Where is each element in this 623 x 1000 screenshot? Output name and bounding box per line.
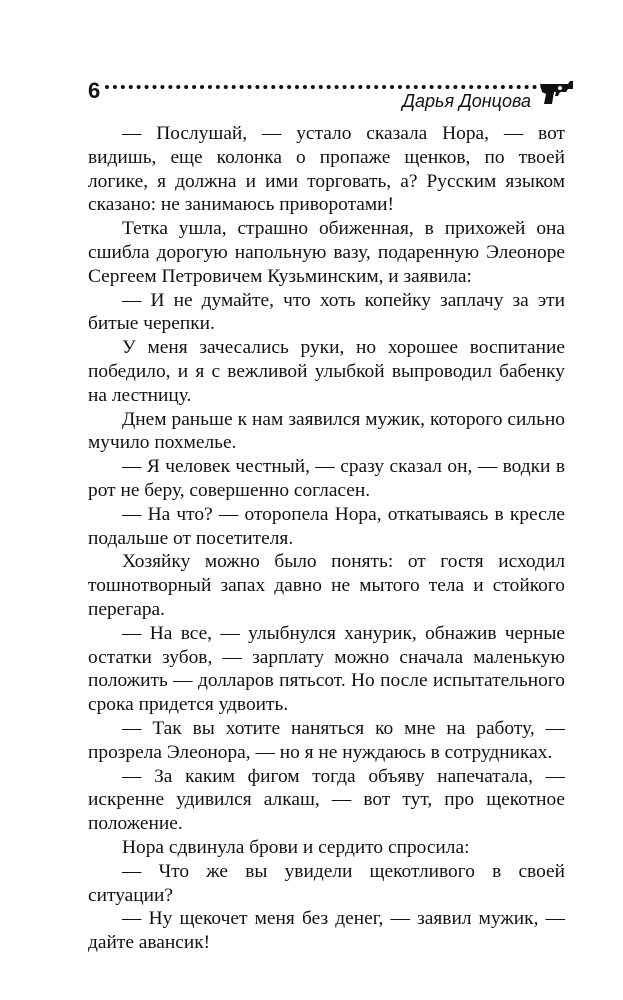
author-name: Дарья Донцова: [402, 91, 531, 111]
dotted-leader: [105, 85, 545, 89]
paragraph: — На все, — улыбнулся ханурик, обнажив черные остатки зубов, — зарплату можно сначала маленькую положить — долларов пятьсот. Но после испытательного срока придется удвоить.: [88, 622, 565, 716]
paragraph: Хозяйку можно было понять: от гостя исходил тошнотворный запах давно не мытого тела и стойкого перегара.: [88, 551, 565, 620]
body-text: [88, 122, 565, 955]
paragraph: У меня зачесались руки, но хорошее воспитание победило, и я с вежливой улыбкой выпроводил бабенку на лестницу.: [88, 337, 565, 406]
paragraph: — Ну щекочет меня без денег, — заявил мужик, — дайте авансик!: [88, 908, 565, 954]
paragraph: — Так вы хотите наняться ко мне на работу, — прозрела Элеонора, — но я не нуждаюсь в сотрудниках.: [88, 717, 565, 763]
paragraph: Тетка ушла, страшно обиженная, в прихожей она сшибла дорогую напольную вазу, подаренную Элеоноре Сергеем Петровичем Кузьминским, и заявила:: [88, 218, 565, 287]
paragraph: — Я человек честный, — сразу сказал он, — водки в рот не беру, совершенно согласен.: [88, 456, 565, 501]
paragraph: — За каким фигом тогда объяву напечатала, — искренне удивился алкаш, — вот тут, про щекотное положение.: [88, 765, 565, 835]
running-header: [88, 76, 578, 116]
paragraph: — Что же вы увидели щекотливого в своей ситуации?: [88, 860, 565, 906]
paragraph: — На что? — оторопела Нора, откатываясь в кресле подальше от посетителя.: [88, 503, 565, 549]
paragraph: — Послушай, — устало сказала Нора, — вот видишь, еще колонка о пропаже щенков, по твоей логике, я должна и ими торговать, а? Русским языком сказано: не занимаюсь приворотами!: [88, 123, 565, 216]
paragraph: — И не думайте, что хоть копейку заплачу за эти битые черепки.: [88, 289, 565, 335]
page-number: 6: [88, 78, 101, 103]
revolver-icon: [538, 76, 576, 106]
paragraph: Нора сдвинула брови и сердито спросила:: [122, 836, 470, 858]
paragraph: Днем раньше к нам заявился мужик, которого сильно мучило похмелье.: [88, 408, 565, 454]
